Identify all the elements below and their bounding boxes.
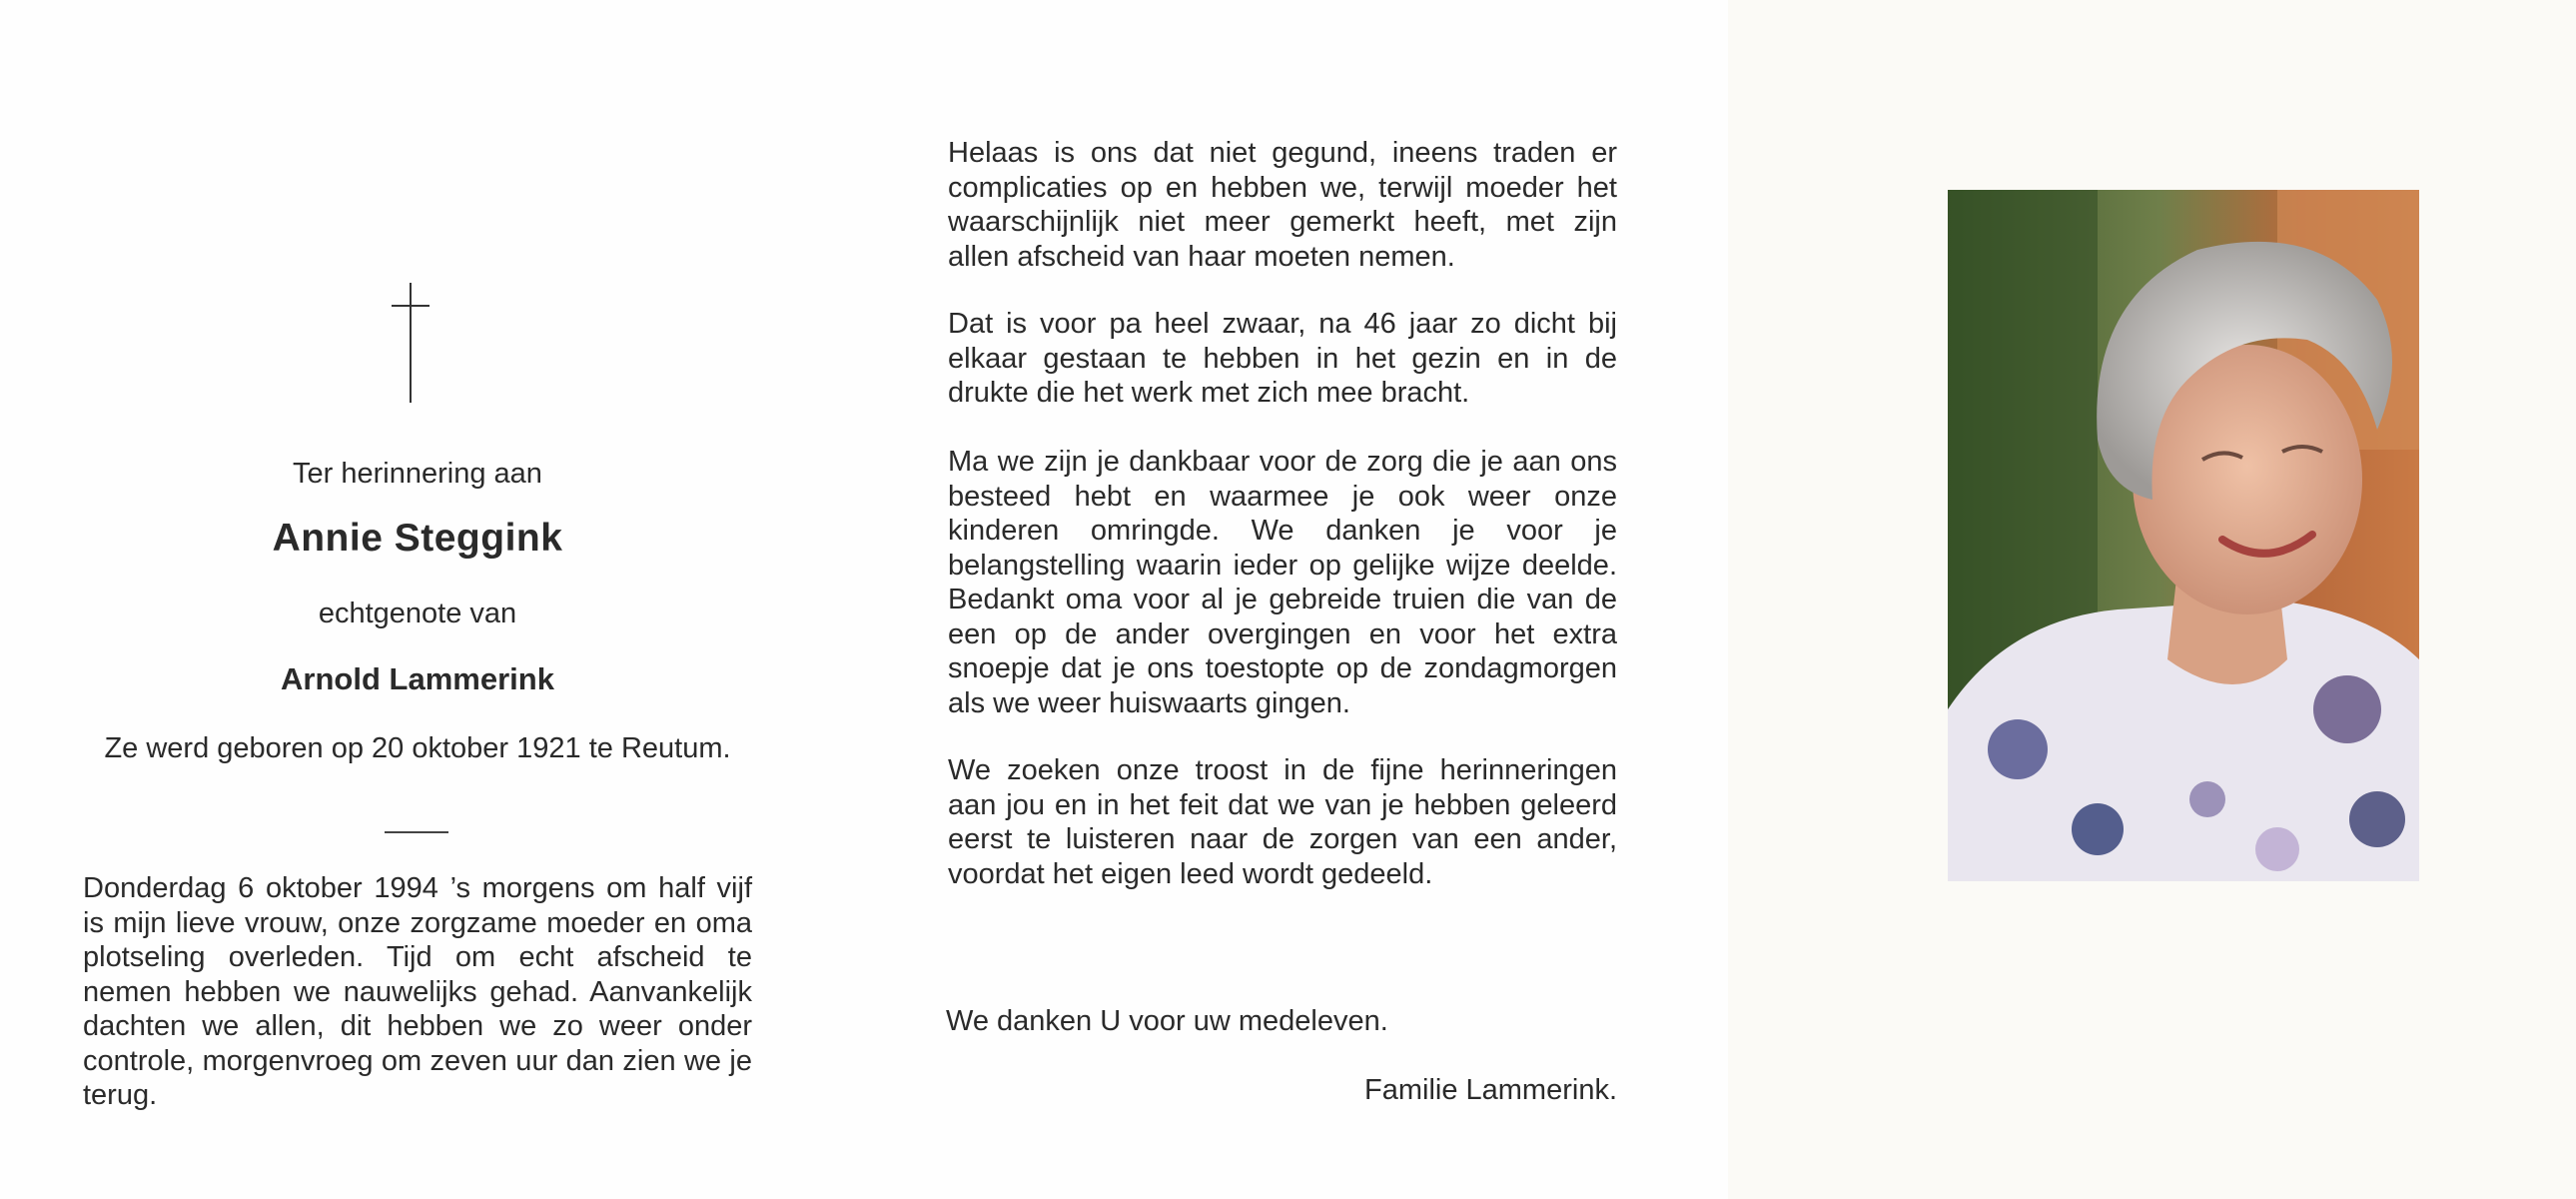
spouse-name: Arnold Lammerink [281, 661, 554, 696]
signature: Familie Lammerink. [1364, 1074, 1617, 1106]
left-body-text: Donderdag 6 oktober 1994 ’s morgens om half vijf is mijn lieve vrouw, onze zorgzame moeder en oma plotseling overleden. Tijd om echt afscheid te nemen hebben we nauwelijks gehad. Aanvankelijk dachten we allen, dit hebben we zo weer onder controle, morgenvroeg om zeven uur dan zien we je terug. [83, 872, 752, 1111]
deceased-name: Annie Steggink [272, 517, 563, 560]
paragraph-2: Dat is voor pa heel zwaar, na 46 jaar zo dicht bij elkaar gestaan te hebben in het gezin en in de drukte die het werk met zich mee bracht. [948, 308, 1617, 409]
thanks-line: We danken U voor uw medeleven. [946, 1005, 1388, 1037]
left-panel [0, 0, 879, 1199]
birth-line: Ze werd geboren op 20 oktober 1921 te Reutum. [104, 732, 731, 764]
intro-text: Ter herinnering aan [293, 458, 542, 490]
spouse-label: echtgenote van [318, 598, 517, 629]
portrait-photo [1948, 190, 2419, 881]
cross-icon [392, 283, 429, 403]
paragraph-1: Helaas is ons dat niet gegund, ineens traden er complicaties op en hebben we, terwijl moeder het waarschijnlijk niet meer gemerkt heeft, met zijn allen afscheid van haar moeten nemen. [948, 137, 1617, 273]
divider [385, 831, 448, 833]
paragraph-4: We zoeken onze troost in de fijne herinneringen aan jou en in het feit dat we van je hebben geleerd eerst te luisteren naar de zorgen van een ander, voordat het eigen leed wordt gedeeld. [948, 754, 1617, 890]
paragraph-3: Ma we zijn je dankbaar voor de zorg die je aan ons besteed hebt en waarmee je ook weer onze kinderen omringde. We danken je voor je belangstelling waarin ieder op gelijke wijze deelde. Bedankt oma voor al je gebreide truien die van de een op de ander overgingen en voor het extra snoepje dat je ons toestopte op de zondagmorgen als we weer huiswaarts gingen. [948, 446, 1617, 719]
